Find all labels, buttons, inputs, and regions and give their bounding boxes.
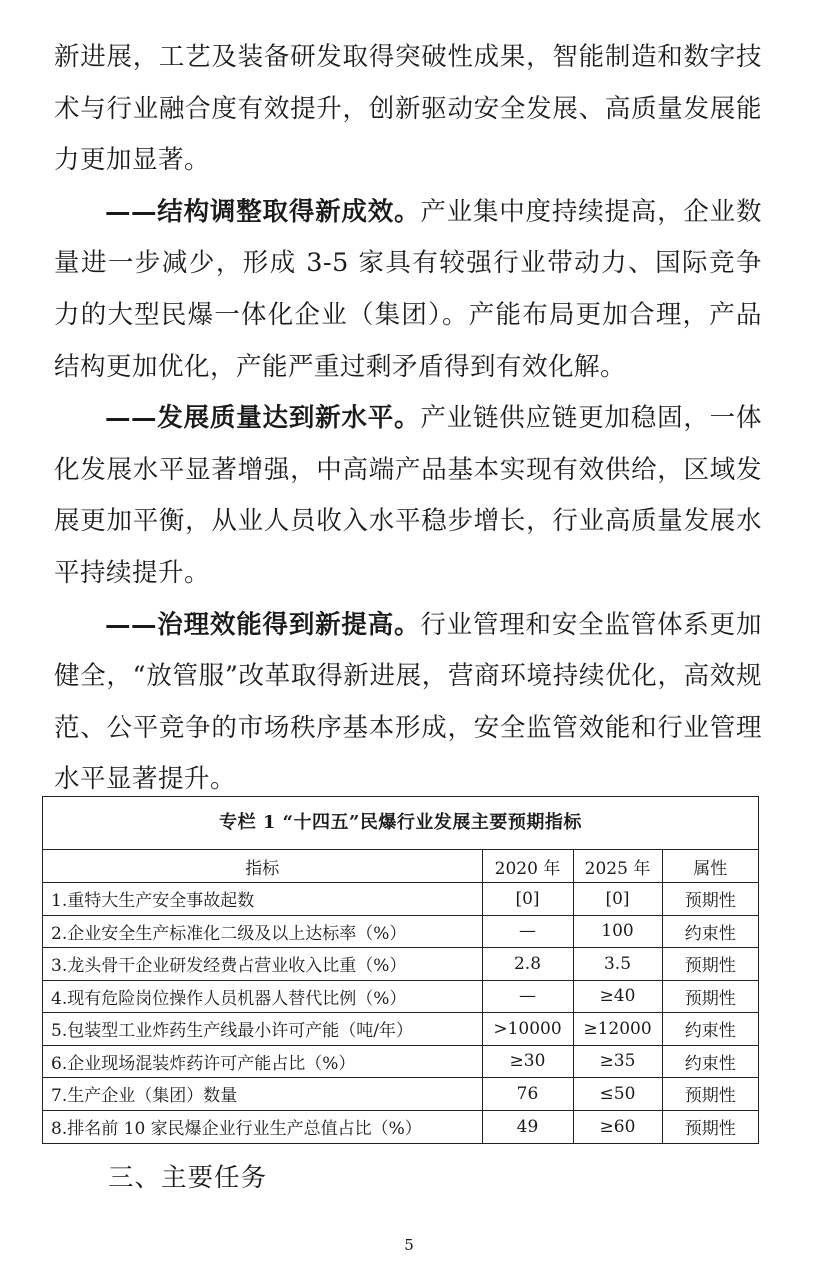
cell-indicator: 1.重特大生产安全事故起数 [43,883,482,916]
cell-indicator: 5.包装型工业炸药生产线最小许可产能（吨/年） [43,1013,482,1046]
section-heading: 三、主要任务 [108,1163,268,1193]
cell-attribute: 约束性 [662,1013,758,1046]
cell-2020: [0] [482,883,573,916]
paragraph-body: 产业集中度持续提高，企业数量进一步减少，形成 3-5 家具有较强行业带动力、国际竞争力的大型民爆一体化企业（集团）。产能布局更加合理，产品结构更加优化，产能严重过剩矛盾得到有效化解。 [54,196,762,382]
table-row [43,1110,758,1143]
cell-2020: 76 [482,1078,573,1111]
cell-indicator: 8.排名前 10 家民爆企业行业生产总值占比（%） [43,1110,482,1143]
cell-2020: — [482,915,573,948]
indicator-panel [42,796,759,1144]
cell-2020: ≥30 [482,1045,573,1078]
paragraph-lead: ——治理效能得到新提高。 [105,609,421,640]
table-row [43,1078,758,1111]
cell-2020: >10000 [482,1013,573,1046]
cell-2025: ≥12000 [573,1013,662,1046]
cell-indicator: 2.企业安全生产标准化二级及以上达标率（%） [43,915,482,948]
paragraph-governance [54,600,762,806]
cell-indicator: 3.龙头骨干企业研发经费占营业收入比重（%） [43,948,482,981]
cell-attribute: 预期性 [662,948,758,981]
table-row [43,980,758,1013]
cell-2025: 3.5 [573,948,662,981]
header-2020: 2020 年 [482,850,573,883]
panel-title: 专栏 1 “十四五”民爆行业发展主要预期指标 [43,797,758,850]
cell-2020: 2.8 [482,948,573,981]
cell-attribute: 约束性 [662,1045,758,1078]
table-row [43,948,758,981]
table-row [43,883,758,916]
paragraph-lead: ——发展质量达到新水平。 [105,403,421,434]
cell-2025: ≥40 [573,980,662,1013]
cell-attribute: 预期性 [662,980,758,1013]
cell-2025: ≥35 [573,1045,662,1078]
page-number: 5 [404,1236,414,1254]
cell-indicator: 4.现有危险岗位操作人员机器人替代比例（%） [43,980,482,1013]
table-row [43,1013,758,1046]
paragraph-development-quality [54,393,762,599]
paragraph-body: 产业链供应链更加稳固，一体化发展水平显著增强，中高端产品基本实现有效供给，区域发展更加平衡，从业人员收入水平稳步增长，行业高质量发展水平持续提升。 [54,403,762,588]
cell-attribute: 预期性 [662,1110,758,1143]
cell-2020: 49 [482,1110,573,1143]
cell-indicator: 6.企业现场混装炸药许可产能占比（%） [43,1045,482,1078]
cell-attribute: 预期性 [662,883,758,916]
cell-attribute: 预期性 [662,1078,758,1111]
table-header-row [43,850,758,883]
cell-2025: ≥60 [573,1110,662,1143]
paragraph-continuation: 新进展，工艺及装备研发取得突破性成果，智能制造和数字技术与行业融合度有效提升，创新驱动安全发展、高质量发展能力更加显著。 [54,42,762,176]
cell-2025: 100 [573,915,662,948]
header-attribute: 属性 [662,850,758,883]
table-row [43,1045,758,1078]
paragraph-body: 行业管理和安全监管体系更加健全，“放管服”改革取得新进展，营商环境持续优化，高效规范、公平竞争的市场秩序基本形成，安全监管效能和行业管理水平显著提升。 [54,609,762,795]
header-2025: 2025 年 [573,850,662,883]
paragraph-structure-adjustment [54,187,762,393]
cell-attribute: 约束性 [662,915,758,948]
cell-indicator: 7.生产企业（集团）数量 [43,1078,482,1111]
paragraph-lead: ——结构调整取得新成效。 [105,196,421,227]
body-text [54,32,762,806]
indicator-table [43,850,758,1143]
header-indicator: 指标 [43,850,482,883]
table-row [43,915,758,948]
cell-2020: — [482,980,573,1013]
cell-2025: ≤50 [573,1078,662,1111]
cell-2025: [0] [573,883,662,916]
